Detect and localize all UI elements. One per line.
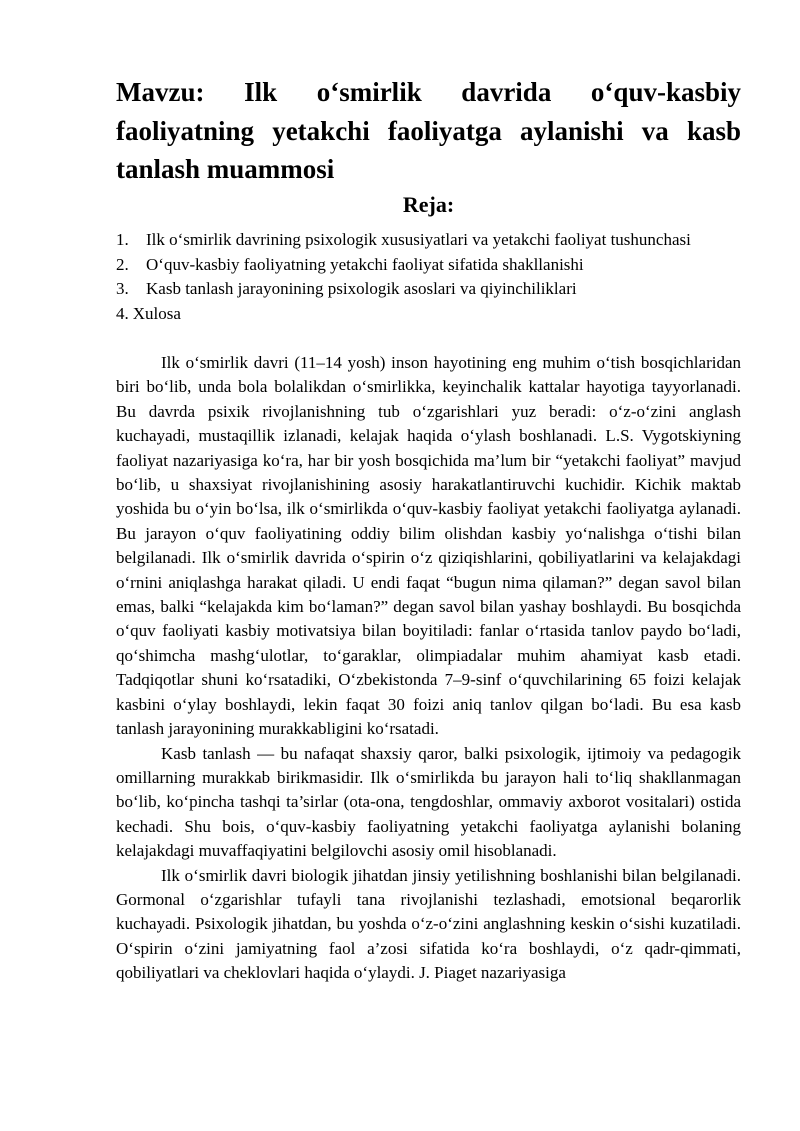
plan-item-number: 1. <box>116 230 129 249</box>
plan-item-text: Ilk o‘smirlik davrining psixologik xususiyatlari va yetakchi faoliyat tushunchasi <box>146 230 691 249</box>
plan-item-text: O‘quv-kasbiy faoliyatning yetakchi faoliyat sifatida shakllanishi <box>146 254 584 274</box>
plan-item-text: Kasb tanlash jarayonining psixologik asoslari va qiyinchiliklari <box>146 279 577 298</box>
document-body <box>116 351 741 986</box>
body-paragraph: Ilk o‘smirlik davri biologik jihatdan jinsiy yetilishning boshlanishi bilan belgilanadi. Gormonal o‘zgarishlar tufayli tana rivojlanishi tezlashadi, emotsional beqarorlik kuchayadi. Psixologik jihatdan, bu yoshda o‘z-o‘zini anglashning keskin o‘sishi kuzatiladi. O‘spirin o‘zini jamiyatning faol a’zosi sifatida ko‘ra boshlaydi, o‘z qadr-qimmati, qobiliyatlari va cheklovlari haqida o‘ylaydi. J. Piaget nazariyasiga <box>116 865 741 983</box>
plan-item-text: Xulosa <box>132 303 181 323</box>
plan-item-number: 2. <box>116 254 129 274</box>
body-paragraph: Ilk o‘smirlik davri (11–14 yosh) inson hayotining eng muhim o‘tish bosqichlaridan biri bo‘lib, unda bola bolalikdan o‘smirlikka, keyinchalik kattalar hayotiga tayyorlanadi. Bu davrda psixik rivojlanishning tub o‘zgarishlari yuz beradi: o‘z-o‘zini anglash kuchayadi, mustaqillik izlanadi, kelajak haqida o‘ylash boshlanadi. L.S. Vygotskiyning faoliyat nazariyasiga ko‘ra, har bir yosh bosqichida ma’lum bir “yetakchi faoliyat” mavjud bo‘lib, u shaxsiyat rivojlanishining asosiy harakatlantiruvchi kuchidir. Kichik maktab yoshida bu o‘yin bo‘lsa, ilk o‘smirlikda o‘quv-kasbiy faoliyat yetakchi faoliyatga aylanadi. Bu jarayon o‘quv faoliyatining oddiy bilim olishdan kasbiy yo‘nalishga o‘tishi bilan belgilanadi. Ilk o‘smirlik davrida o‘spirin o‘z qiziqishlarini, qobiliyatlarini va kelajakdagi o‘rnini aniqlashga harakat qiladi. U endi faqat “bugun nima qilaman?” degan savol bilan emas, balki “kelajakda kim bo‘laman?” degan savol bilan yashay boshlaydi. Bu bosqichda o‘quv faoliyati kasbiy motivatsiya bilan boyitiladi: fanlar o‘rtasida tanlov paydo bo‘ladi, qo‘shimcha mashg‘ulotlar, to‘garaklar, olimpiadalar muhim ahamiyat kasb etadi. Tadqiqotlar shuni ko‘rsatadiki, O‘zbekistonda 7–9-sinf o‘quvchilarining 65 foizi kelajak kasbini o‘ylay boshlaydi, lekin faqat 30 foizi aniq tanlov qilgan bo‘ladi. Bu esa kasb tanlash jarayonining murakkabligini ko‘rsatadi. <box>116 353 741 739</box>
plan-item <box>116 253 756 278</box>
plan-item <box>116 277 756 302</box>
plan-heading <box>116 190 741 220</box>
plan-list <box>116 228 756 326</box>
plan-item <box>116 228 756 253</box>
plan-item-number: 4. <box>116 303 129 323</box>
plan-item-number: 3. <box>116 279 129 298</box>
plan-heading-text: Reja: <box>402 192 455 217</box>
plan-item <box>116 302 756 327</box>
document-title: Mavzu: Ilk o‘smirlik davrida o‘quv-kasbiy faoliyatning yetakchi faoliyatga aylanishi va kasb tanlash muammosi <box>116 77 741 184</box>
body-paragraph: Kasb tanlash — bu nafaqat shaxsiy qaror, balki psixologik, ijtimoiy va pedagogik omillarning murakkab birikmasidir. Ilk o‘smirlikda bu jarayon hali to‘liq shakllanmagan bo‘lib, ko‘pincha tashqi ta’sirlar (ota-ona, tengdoshlar, ommaviy axborot vositalari) ostida kechadi. Shu bois, o‘quv-kasbiy faoliyatning yetakchi faoliyatga aylanishi bolaning kelajakdagi muvaffaqiyatini belgilovchi asosiy omil hisoblanadi. <box>116 743 741 861</box>
